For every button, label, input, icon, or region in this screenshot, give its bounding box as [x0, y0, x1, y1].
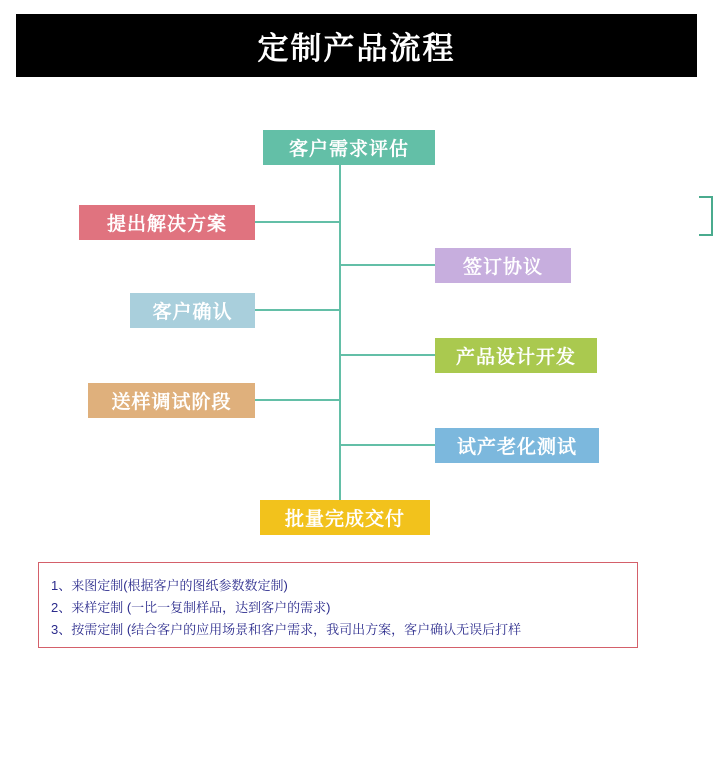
flow-node-label: 试产老化测试: [456, 437, 577, 458]
notes-box: [38, 562, 638, 648]
note-line: 3、按需定制 (结合客户的应用场景和客户需求，我司出方案，客户确认无误后打样: [51, 622, 522, 637]
flow-node-label: 送样调试阶段: [111, 392, 232, 413]
flow-node-label: 产品设计开发: [455, 347, 576, 368]
flow-node[interactable]: [435, 338, 597, 373]
flow-node-label: 批量完成交付: [284, 509, 405, 530]
bracket-decoration: [699, 196, 713, 236]
flow-diagram: [0, 85, 713, 555]
flow-node[interactable]: [435, 428, 599, 463]
flow-node-label: 提出解决方案: [106, 214, 227, 235]
title-banner: [16, 14, 697, 77]
flow-node[interactable]: [79, 205, 255, 240]
note-line: 2、来样定制 (一比一复制样品，达到客户的需求): [51, 600, 331, 615]
flow-node[interactable]: [130, 293, 255, 328]
flow-node[interactable]: [263, 130, 435, 165]
flow-node-label: 客户需求评估: [288, 139, 409, 160]
note-line: 1、来图定制(根据客户的图纸参数数定制): [51, 578, 288, 593]
flow-node[interactable]: [88, 383, 255, 418]
page-title: 定制产品流程: [257, 31, 456, 66]
flow-node[interactable]: [435, 248, 571, 283]
flow-node[interactable]: [260, 500, 430, 535]
flow-node-label: 客户确认: [152, 302, 233, 323]
flow-node-label: 签订协议: [462, 257, 543, 278]
